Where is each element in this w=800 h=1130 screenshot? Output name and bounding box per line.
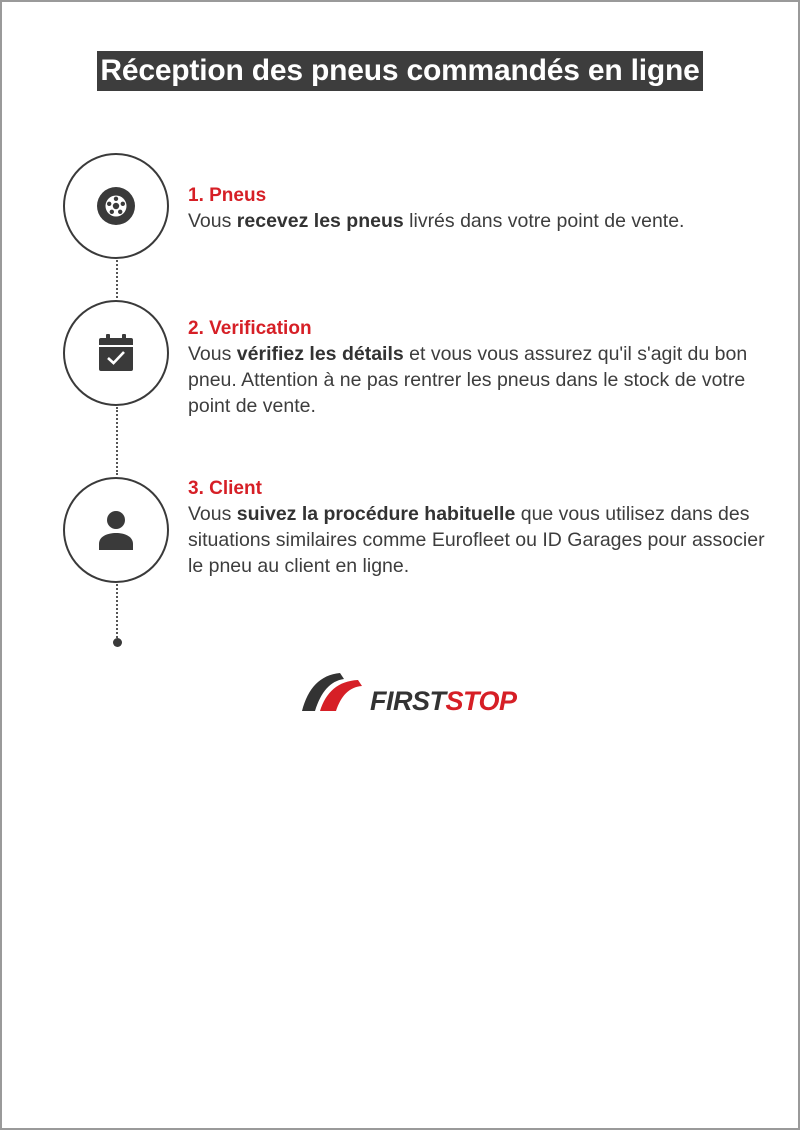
step-1-text-before: Vous (188, 210, 237, 232)
step-1 (188, 184, 768, 234)
step-3-title: 3. Client (188, 478, 262, 499)
step-2 (188, 317, 768, 419)
step-2-text-after: et vous vous assurez qu'il s'agit du bon pneu. Attention à ne pas rentrer les pneus dans le stock de votre point de vente. (188, 343, 748, 417)
step-1-text (188, 208, 768, 234)
tire-icon (94, 184, 138, 228)
connector-2 (116, 407, 118, 475)
calendar-check-icon (96, 331, 136, 375)
step-1-text-bold: recevez les pneus (236, 210, 404, 232)
step-2-text (188, 341, 768, 419)
page-title: Réception des pneus commandés en ligne (97, 51, 702, 91)
logo-first: FIRST (370, 686, 446, 716)
logo-stop: STOP (445, 686, 517, 716)
timeline-end-dot (113, 638, 122, 647)
step-2-title: 2. Verification (188, 318, 312, 339)
title-wrap (2, 51, 798, 91)
connector-1 (116, 260, 118, 298)
step-3-text-bold: suivez la procédure habituelle (236, 503, 516, 525)
step-1-title: 1. Pneus (188, 185, 267, 206)
step-2-text-bold: vérifiez les détails (236, 343, 404, 365)
step-1-circle (63, 153, 169, 259)
firststop-logo (300, 670, 540, 718)
logo-wordmark (370, 686, 518, 716)
step-3-text (188, 501, 768, 579)
person-icon (96, 508, 136, 552)
step-3-circle (63, 477, 169, 583)
step-3 (188, 477, 768, 579)
step-3-text-before: Vous (188, 503, 237, 525)
step-3-text-after: que vous utilisez dans des situations similaires comme Eurofleet ou ID Garages pour associer le pneu au client en ligne. (188, 503, 765, 577)
step-1-text-after: livrés dans votre point de vente. (403, 210, 685, 232)
connector-3 (116, 584, 118, 638)
step-2-text-before: Vous (188, 343, 237, 365)
step-2-circle (63, 300, 169, 406)
